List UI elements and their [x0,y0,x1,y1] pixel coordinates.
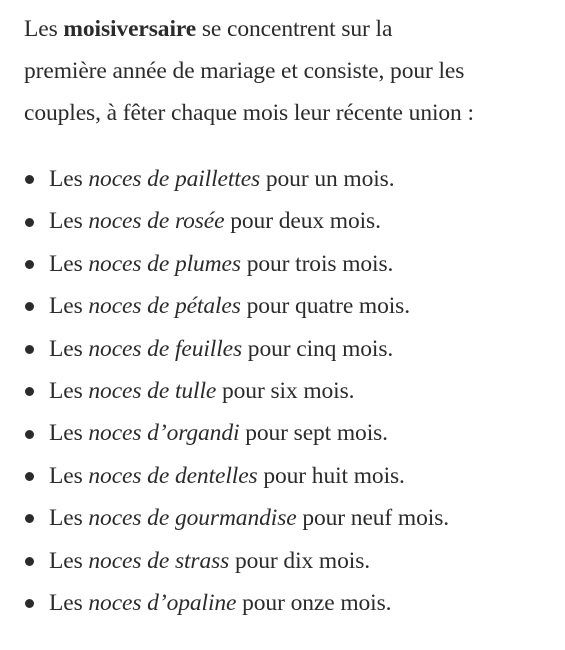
bullet-icon [25,472,34,481]
item-prefix: Les [49,420,89,447]
list-item [0,285,565,327]
item-prefix: Les [49,293,89,320]
intro-line: première année de mariage et consiste, pour les [24,58,465,84]
list-item [0,540,565,582]
list-item-text [49,412,388,454]
list-item-text [49,497,449,539]
list-item-text [49,158,395,200]
list-item [0,158,565,200]
bullet-icon [25,260,34,269]
item-duration: pour dix mois. [229,547,371,574]
intro-paragraph [24,8,554,134]
list-item [0,370,565,412]
list-item-text [49,540,370,582]
item-anniversary-name: noces de pétales [88,293,241,320]
item-duration: pour onze mois. [236,589,392,616]
item-duration: pour cinq mois. [242,335,394,362]
item-prefix: Les [49,462,89,489]
intro-keyword: moisiversaire [63,16,197,42]
item-prefix: Les [49,250,89,277]
item-duration: pour trois mois. [240,250,394,277]
bullet-icon [25,599,34,608]
bullet-icon [25,514,34,523]
item-prefix: Les [49,208,89,235]
list-item [0,200,565,242]
item-anniversary-name: noces d’organdi [88,420,240,447]
item-prefix: Les [49,335,89,362]
list-item [0,412,565,454]
item-anniversary-name: noces de feuilles [88,335,243,362]
intro-text-end: se concentrent sur la [196,16,393,42]
item-prefix: Les [49,547,89,574]
item-duration: pour quatre mois. [240,293,411,320]
list-item-text [49,370,354,412]
item-anniversary-name: noces d’opaline [88,589,237,616]
list-item-text [49,285,410,327]
item-prefix: Les [49,505,89,532]
bullet-icon [25,430,34,439]
item-duration: pour sept mois. [239,420,388,447]
item-anniversary-name: noces de tulle [88,377,217,404]
item-anniversary-name: noces de rosée [88,208,225,235]
intro-line: couples, à fêter chaque mois leur récente union : [24,100,474,126]
list-item [0,243,565,285]
bullet-icon [25,175,34,184]
item-duration: pour huit mois. [257,462,405,489]
list-item-text [49,582,391,624]
list-item [0,455,565,497]
item-anniversary-name: noces de paillettes [88,166,261,192]
item-duration: pour six mois. [216,377,355,404]
list-item-text [49,243,393,285]
item-duration: pour un mois. [260,166,395,192]
list-item-text [49,455,405,497]
bullet-icon [25,302,34,311]
item-anniversary-name: noces de gourmandise [88,505,297,532]
intro-line [24,8,554,50]
bullet-icon [25,387,34,396]
item-duration: pour neuf mois. [296,505,450,532]
item-duration: pour deux mois. [224,208,381,235]
bullet-icon [25,557,34,566]
bullet-icon [25,218,34,227]
list-item-text [49,328,393,370]
list-item-text [49,200,381,242]
item-prefix: Les [49,166,89,192]
list-item [0,582,565,624]
item-anniversary-name: noces de plumes [88,250,241,277]
item-anniversary-name: noces de dentelles [88,462,258,489]
anniversary-list [0,158,565,624]
list-item [0,497,565,539]
item-prefix: Les [49,377,89,404]
item-prefix: Les [49,589,89,616]
item-anniversary-name: noces de strass [88,547,230,574]
list-item [0,328,565,370]
bullet-icon [25,345,34,354]
intro-text-start: Les [24,16,64,42]
